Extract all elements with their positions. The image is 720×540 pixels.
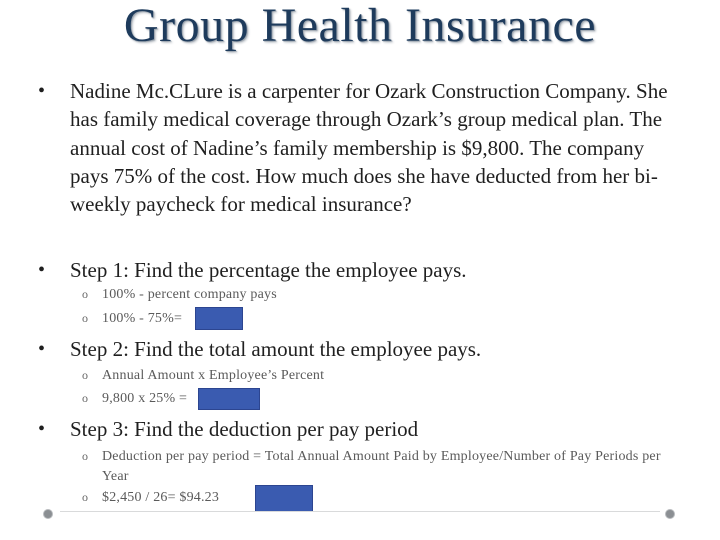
bullet-intro-text: Nadine Mc.CLure is a carpenter for Ozark Construction Company. She has family medical coverage through Ozark’s group medical plan. The annual cost of Nadine’s family membership is $9,800. The company pays 75% of the cost. How much does she have deducted from her bi-weekly paycheck for medical insurance? xyxy=(70,79,668,217)
bullet-dot-icon: • xyxy=(38,259,46,281)
sub-bullet-text: Annual Amount x Employee’s Percent xyxy=(102,368,325,383)
circle-bullet-icon: o xyxy=(82,287,89,301)
circle-bullet-icon: o xyxy=(82,391,89,405)
sub-bullet-text: 100% - 75%= xyxy=(102,311,183,326)
circle-bullet-icon: o xyxy=(82,368,89,382)
footer-right-dot-icon xyxy=(666,510,674,518)
sub-bullet-text: 100% - percent company pays xyxy=(102,287,277,302)
step-3-text: Step 3: Find the deduction per pay period xyxy=(70,417,419,441)
answer-box-step-1 xyxy=(195,307,243,330)
answer-box-step-3 xyxy=(255,485,313,512)
footer-left-dot-icon xyxy=(44,510,52,518)
bullet-dot-icon: • xyxy=(38,418,46,440)
sub-bullet xyxy=(82,447,662,487)
circle-bullet-icon: o xyxy=(82,311,89,325)
bullet-dot-icon: • xyxy=(38,80,46,102)
circle-bullet-icon: o xyxy=(82,490,89,504)
bullet-dot-icon: • xyxy=(38,338,46,360)
bullet-step-1 xyxy=(38,256,666,284)
answer-box-step-2 xyxy=(198,388,260,410)
sub-bullet-text: $2,450 / 26= $94.23 xyxy=(102,490,220,505)
circle-bullet-icon: o xyxy=(82,449,89,463)
slide-title: Group Health Insurance xyxy=(123,0,597,52)
step-1-text: Step 1: Find the percentage the employee pays. xyxy=(70,258,467,282)
step-2-text: Step 2: Find the total amount the employee pays. xyxy=(70,337,482,361)
sub-bullet-text: Deduction per pay period = Total Annual Amount Paid by Employee/Number of Pay Periods per Year xyxy=(102,449,661,484)
bullet-step-3 xyxy=(38,415,666,443)
sub-bullet-text: 9,800 x 25% = xyxy=(102,391,188,406)
footer-divider xyxy=(60,511,660,512)
bullet-intro xyxy=(38,77,668,249)
bullet-step-2 xyxy=(38,335,666,363)
